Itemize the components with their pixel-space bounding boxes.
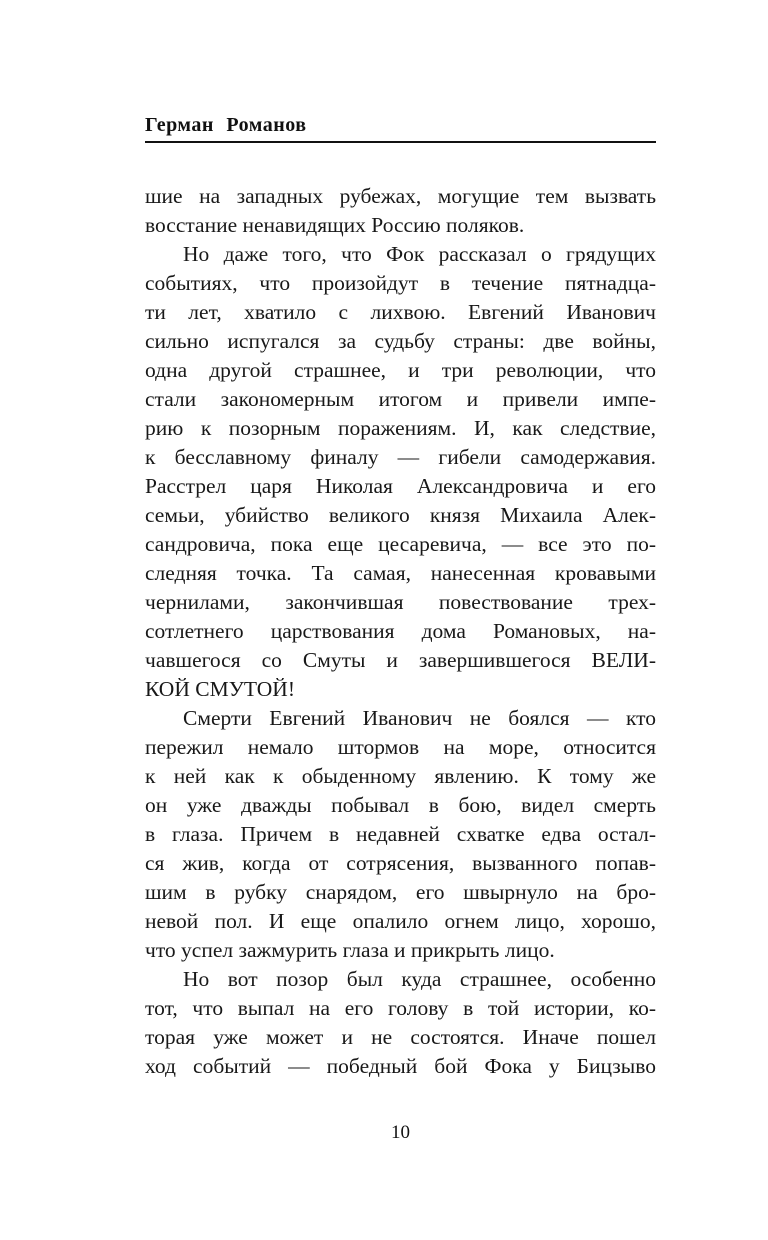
text-line: торая уже может и не состоятся. Иначе пошел <box>145 1025 656 1049</box>
running-header-author: Герман Романов <box>145 114 307 136</box>
text-line: шие на западных рубежах, могущие тем вызвать <box>145 184 656 208</box>
text-line: ся жив, когда от сотрясения, вызванного попав- <box>145 851 656 875</box>
page-number: 10 <box>391 1122 410 1143</box>
text-line: Расстрел царя Николая Александровича и его <box>145 474 656 498</box>
text-line: семьи, убийство великого князя Михаила Алек- <box>145 503 656 527</box>
text-line: сильно испугался за судьбу страны: две войны, <box>145 329 656 353</box>
text-line: в глаза. Причем в недавней схватке едва остал- <box>145 822 656 846</box>
text-line: Но вот позор был куда страшнее, особенно <box>183 967 656 991</box>
text-line: пережил немало штормов на море, относится <box>145 735 656 759</box>
text-line: тот, что выпал на его голову в той истории, ко- <box>145 996 656 1020</box>
text-line: следняя точка. Та самая, нанесенная кровавыми <box>145 561 656 585</box>
text-line: невой пол. И еще опалило огнем лицо, хорошо, <box>145 909 656 933</box>
text-line: что успел зажмурить глаза и прикрыть лицо. <box>145 938 555 962</box>
text-line: шим в рубку снарядом, его швырнуло на бро- <box>145 880 656 904</box>
text-line: восстание ненавидящих Россию поляков. <box>145 213 525 237</box>
text-line: чернилами, закончившая повествование трех- <box>145 590 656 614</box>
body-text <box>145 182 656 1081</box>
text-line: Смерти Евгений Иванович не боялся — кто <box>183 706 656 730</box>
text-line: ти лет, хватило с лихвою. Евгений Иванович <box>145 300 656 324</box>
text-line: к бесславному финалу — гибели самодержавия. <box>145 445 656 469</box>
text-line: одна другой страшнее, и три революции, что <box>145 358 656 382</box>
text-line: сандровича, пока еще цесаревича, — все это по- <box>145 532 656 556</box>
text-line: ход событий — победный бой Фока у Бицзыво <box>145 1054 656 1078</box>
text-line: событиях, что произойдут в течение пятнадца- <box>145 271 656 295</box>
text-line: КОЙ СМУТОЙ! <box>145 677 295 701</box>
text-line: сотлетнего царствования дома Романовых, на- <box>145 619 656 643</box>
text-line: Но даже того, что Фок рассказал о грядущих <box>183 242 656 266</box>
text-line: рию к позорным поражениям. И, как следствие, <box>145 416 656 440</box>
text-line: чавшегося со Смуты и завершившегося ВЕЛИ- <box>145 648 656 672</box>
text-line: стали закономерным итогом и привели импе- <box>145 387 656 411</box>
text-line: к ней как к обыденному явлению. К тому же <box>145 764 656 788</box>
header-rule <box>145 141 656 143</box>
text-line: он уже дважды побывал в бою, видел смерть <box>145 793 656 817</box>
